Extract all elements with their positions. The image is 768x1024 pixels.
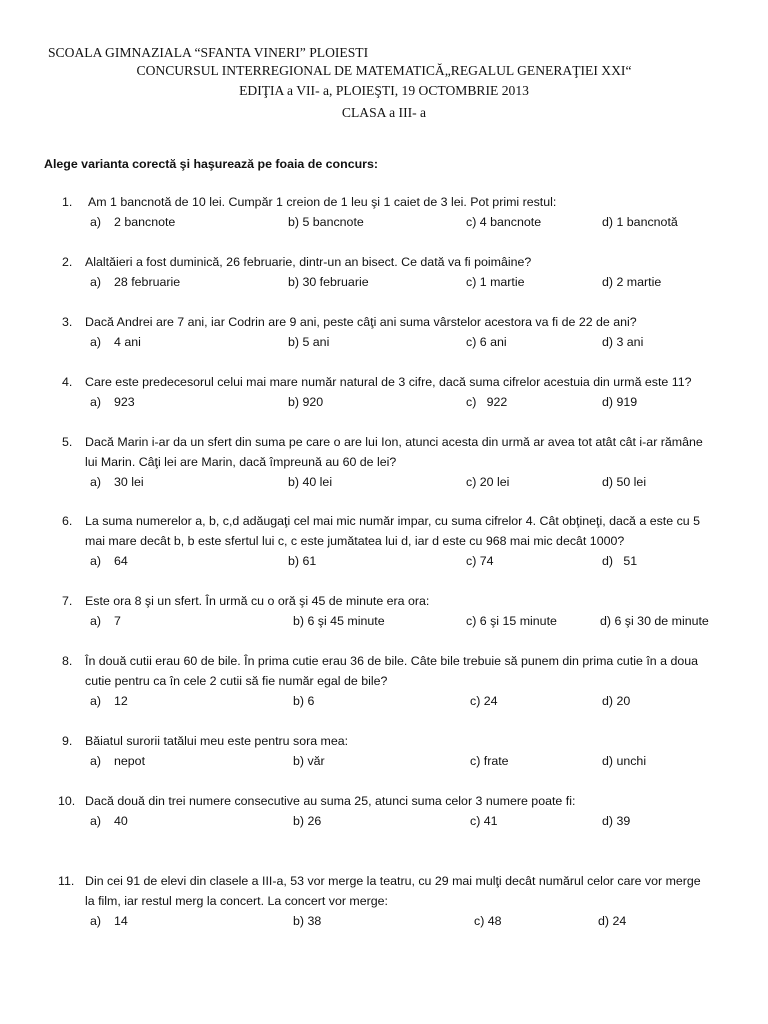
answer-b: b) 26 [293,814,322,828]
answer-b: b) 30 februarie [288,275,369,289]
answer-a: 4 ani [114,335,141,349]
answer-a-letter: a) [90,395,102,409]
answer-a: 40 [114,814,128,828]
question-text: Dacă două din trei numere consecutive au suma 25, atunci suma celor 3 numere poate fi: [85,794,576,808]
answer-a-letter: a) [90,215,102,229]
answer-d: d) 919 [602,395,638,409]
answer-a: nepot [114,754,146,768]
school-name: SCOALA GIMNAZIALA “SFANTA VINERI” PLOIESTI [48,45,369,60]
answer-b: b) 5 ani [288,335,330,349]
instruction: Alege varianta corectă şi haşurează pe foaia de concurs: [44,157,378,171]
question-text: În două cutii erau 60 de bile. În prima cutie erau 36 de bile. Câte bile trebuie să punem din prima cutie în a doua cutie pentru ca în cele 2 cutii să fie număr egal de bile? [85,654,699,688]
answer-c: c) 20 lei [466,475,510,489]
answer-a: 923 [114,395,135,409]
answer-d: d) 24 [598,914,627,928]
answer-a-letter: a) [90,335,102,349]
answer-d: d) 2 martie [602,275,662,289]
answer-c: c) 6 ani [466,335,507,349]
answer-b: b) 6 şi 45 minute [293,614,385,628]
answer-a: 30 lei [114,475,144,489]
answer-a-letter: a) [90,554,102,568]
answer-a-letter: a) [90,614,102,628]
question-number: 11. [58,874,75,888]
answer-c: c) 41 [470,814,498,828]
answer-b: b) 61 [288,554,317,568]
question-number: 2. [62,255,73,269]
answer-a-letter: a) [90,814,102,828]
answer-c: c) 24 [470,694,498,708]
answer-d: d) 1 bancnotă [602,215,678,229]
answer-c: c) frate [470,754,509,768]
question-number: 1. [62,195,73,209]
answer-b: b) 38 [293,914,322,928]
answer-a-letter: a) [90,914,102,928]
question-text: Dacă Andrei are 7 ani, iar Codrin are 9 ani, peste câţi ani suma vârstelor acestora va fi de 22 de ani? [85,315,637,329]
question-number: 6. [62,514,73,528]
contest-title: CONCURSUL INTERREGIONAL DE MATEMATICĂ„REGALUL GENERAŢIEI XXI“ [136,63,632,78]
answer-d: d) unchi [602,754,647,768]
answer-a: 28 februarie [114,275,181,289]
answer-a: 7 [114,614,121,628]
answer-d: d) 3 ani [602,335,644,349]
answer-c: c) 74 [466,554,494,568]
answer-a: 14 [114,914,128,928]
answer-d: d) 20 [602,694,631,708]
question-number: 9. [62,734,73,748]
edition-line: EDIŢIA a VII- a, PLOIEŞTI, 19 OCTOMBRIE 2013 [239,83,529,98]
answer-b: b) 6 [293,694,315,708]
question-number: 3. [62,315,73,329]
answer-b: b) 40 lei [288,475,333,489]
question-number: 10. [58,794,76,808]
answer-b: b) văr [293,754,325,768]
answer-b: b) 920 [288,395,324,409]
answer-a: 12 [114,694,128,708]
question-number: 8. [62,654,73,668]
answer-a: 2 bancnote [114,215,176,229]
question-text: La suma numerelor a, b, c,d adăugaţi cel mai mic număr impar, cu suma cifrelor 4. Cât obţineţi, dacă a este cu 5 mai mare decât b, b este sfertul lui c, c este jumătatea lui d, iar d este cu 968 mai mic decât 1000? [85,514,701,548]
question-text: Care este predecesorul celui mai mare număr natural de 3 cifre, dacă suma cifrelor acestuia din urmă este 11? [85,375,692,389]
answer-a-letter: a) [90,275,102,289]
answer-d: d) 51 [602,554,638,568]
answer-a-letter: a) [90,754,102,768]
question-text: Din cei 91 de elevi din clasele a III-a, 53 vor merge la teatru, cu 29 mai mulţi decât numărul celor care vor merge la film, iar restul merg la concert. La concert vor merge: [85,874,701,908]
answer-d: d) 39 [602,814,631,828]
question-number: 7. [62,594,73,608]
answer-a: 64 [114,554,128,568]
question-text: Alaltăieri a fost duminică, 26 februarie, dintr-un an bisect. Ce dată va fi poimâine? [85,255,532,269]
answer-c: c) 48 [474,914,502,928]
answer-c: c) 1 martie [466,275,525,289]
answer-a-letter: a) [90,694,102,708]
question-text: Este ora 8 şi un sfert. În urmă cu o oră şi 45 de minute era ora: [85,594,430,608]
answer-d: d) 50 lei [602,475,647,489]
question-number: 4. [62,375,73,389]
question-text: Dacă Marin i-ar da un sfert din suma pe care o are lui Ion, atunci acesta din urmă ar avea tot atât cât i-ar rămâne lui Marin. Câţi lei are Marin, dacă împreună au 60 de lei? [85,435,703,469]
question-number: 5. [62,435,73,449]
answer-d: d) 6 şi 30 de minute [600,614,709,628]
answer-a-letter: a) [90,475,102,489]
question-text: Băiatul surorii tatălui meu este pentru sora mea: [85,734,349,748]
answer-c: c) 4 bancnote [466,215,542,229]
question-text: Am 1 bancnotă de 10 lei. Cumpăr 1 creion de 1 leu şi 1 caiet de 3 lei. Pot primi restul: [88,195,557,209]
answer-c: c) 6 şi 15 minute [466,614,557,628]
class-line: CLASA a III- a [341,105,427,120]
answer-c: c) 922 [466,395,508,409]
answer-b: b) 5 bancnote [288,215,364,229]
